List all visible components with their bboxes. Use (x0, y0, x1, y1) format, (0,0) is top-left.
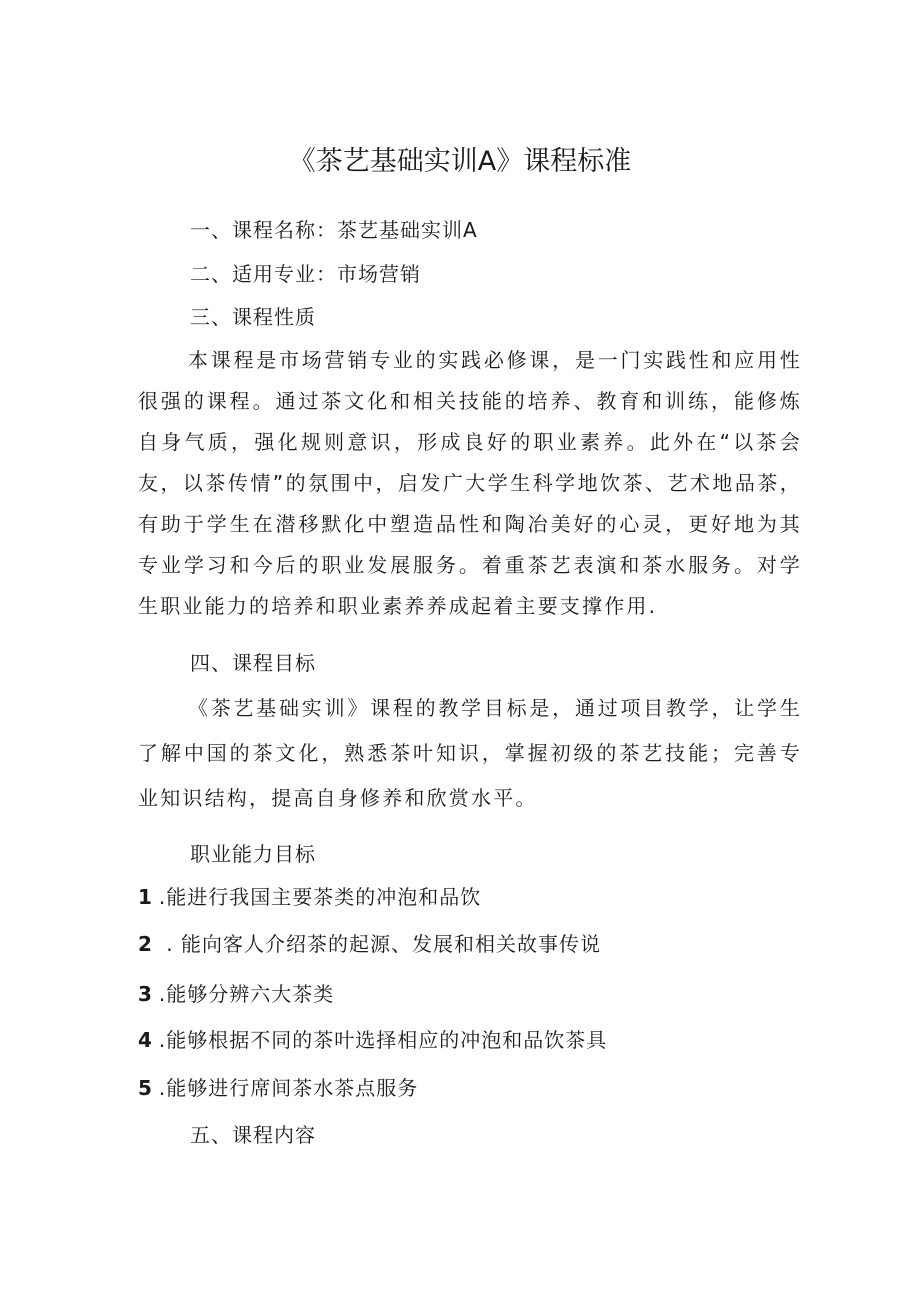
ability-number: 4 (138, 1028, 153, 1052)
section-nature-heading: 三、课程性质 (190, 305, 316, 329)
section-goal-text: 《茶艺基础实训》课程的教学目标是，通过项目教学，让学生了解中国的茶文化，熟悉茶叶知识，掌握初级的茶艺技能；完善专业知识结构，提高自身修养和欣赏水平。 (138, 696, 802, 810)
ability-text: .能够进行席间茶水茶点服务 (158, 1076, 419, 1100)
ability-text: .能够分辨六大茶类 (158, 982, 335, 1006)
ability-number: 2 (138, 932, 153, 956)
ability-number: 5 (138, 1076, 153, 1100)
ability-number: 3 (138, 982, 153, 1006)
section-course-name: 一、课程名称：茶艺基础实训A (190, 218, 478, 242)
ability-text: .能进行我国主要茶类的冲泡和品饮 (158, 885, 482, 909)
section-goal-heading: 四、课程目标 (190, 651, 316, 675)
ability-item-5 (138, 1073, 418, 1103)
ability-item-3 (138, 979, 334, 1009)
section-major: 二、适用专业：市场营销 (190, 262, 421, 286)
section-ability-heading: 职业能力目标 (190, 842, 316, 866)
ability-text: . 能向客人介绍茶的起源、发展和相关故事传说 (158, 932, 601, 956)
ability-item-1 (138, 882, 481, 912)
section-nature-text: 本课程是市场营销专业的实践必修课，是一门实践性和应用性很强的课程。通过茶文化和相关技能的培养、教育和训练，能修炼自身气质，强化规则意识，形成良好的职业素养。此外在“以茶会友，以茶传情”的氛围中，启发广大学生科学地饮茶、艺术地品茶，有助于学生在潜移默化中塑造品性和陶冶美好的心灵，更好地为其专业学习和今后的职业发展服务。着重茶艺表演和茶水服务。对学生职业能力的培养和职业素养养成起着主要支撑作用. (138, 348, 802, 618)
ability-item-4 (138, 1025, 607, 1055)
section-content-heading: 五、课程内容 (190, 1123, 316, 1147)
ability-number: 1 (138, 885, 153, 909)
ability-item-2 (138, 929, 601, 959)
document-title: 《茶艺基础实训A》课程标准 (288, 146, 632, 177)
ability-text: .能够根据不同的茶叶选择相应的冲泡和品饮茶具 (158, 1028, 608, 1052)
